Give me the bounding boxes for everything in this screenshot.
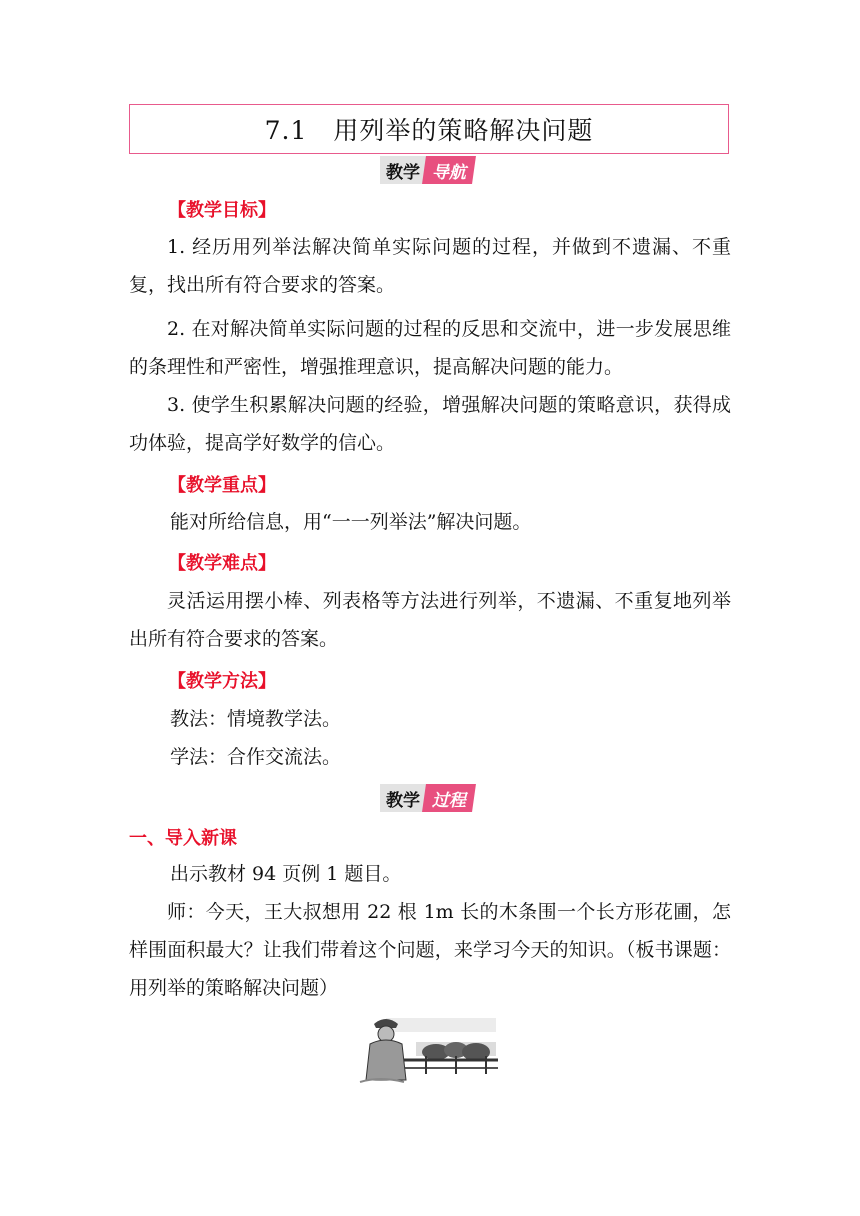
badge-right-label: 过程 (422, 784, 476, 812)
difficulty-heading: 【教学难点】 (168, 553, 276, 574)
method-teach: 教法：情境教学法。 (170, 708, 342, 730)
goal-3: 3. 使学生积累解决问题的经验，增强解决问题的策略意识，获得成功体验，提高学好数学的信心。 (129, 394, 731, 454)
teaching-nav-badge (380, 156, 474, 184)
method-heading: 【教学方法】 (168, 671, 276, 692)
badge-left-label: 教学 (380, 784, 426, 812)
method-learn: 学法：合作交流法。 (170, 746, 342, 768)
farmer-with-fence-illustration (356, 1014, 498, 1084)
badge-right-label: 导航 (422, 156, 476, 184)
section1-line1: 出示教材 94 页例 1 题目。 (170, 863, 402, 885)
goal-1: 1. 经历用列举法解决简单实际问题的过程，并做到不遗漏、不重复，找出所有符合要求的答案。 (129, 236, 731, 296)
goals-heading: 【教学目标】 (168, 200, 276, 221)
badge-left-label: 教学 (380, 156, 426, 184)
difficulty-text: 灵活运用摆小棒、列表格等方法进行列举，不遗漏、不重复地列举出所有符合要求的答案。 (129, 590, 731, 650)
section1-para: 师：今天，王大叔想用 22 根 1m 长的木条围一个长方形花圃，怎样围面积最大？让我们带着这个问题，来学习今天的知识。（板书课题：用列举的策略解决问题） (129, 901, 731, 999)
lesson-title: 7.1 用列举的策略解决问题 (129, 104, 729, 154)
key-text: 能对所给信息，用“一一列举法”解决问题。 (170, 511, 532, 533)
goal-2: 2. 在对解决简单实际问题的过程的反思和交流中，进一步发展思维的条理性和严密性，增强推理意识，提高解决问题的能力。 (129, 318, 731, 378)
section1-heading: 一、导入新课 (129, 828, 237, 849)
key-heading: 【教学重点】 (168, 475, 276, 496)
teaching-process-badge (380, 784, 474, 812)
